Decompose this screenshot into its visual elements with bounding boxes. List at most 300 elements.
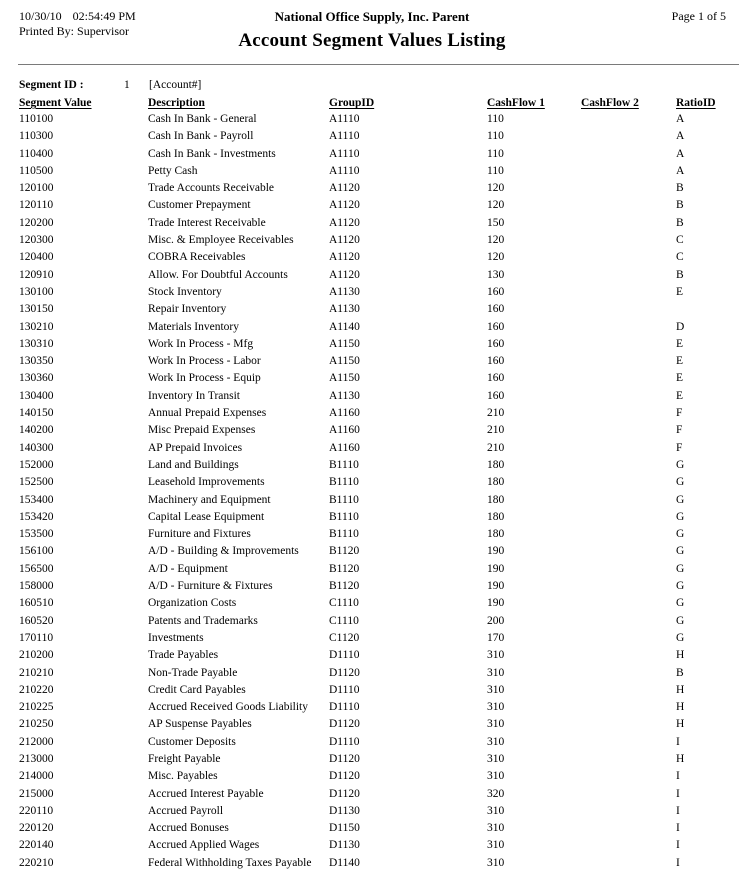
cell-cashflow2: [581, 370, 676, 387]
cell-cashflow2: [581, 440, 676, 457]
cell-ratio-id: H: [676, 701, 685, 714]
cell-description: Materials Inventory: [148, 320, 240, 333]
cell-cashflow2: [581, 353, 676, 370]
table-row: [19, 388, 736, 405]
cell-cashflow1: 310: [487, 856, 505, 869]
cell-cashflow2: [581, 561, 676, 578]
cell-group-id: A1130: [329, 303, 360, 316]
column-header-description: Description: [148, 97, 205, 109]
cell-cashflow1: 310: [487, 752, 505, 765]
cell-cashflow1: 160: [487, 355, 505, 368]
cell-description: Misc Prepaid Expenses: [148, 424, 256, 437]
cell-description: COBRA Receivables: [148, 251, 246, 264]
cell-ratio-id: H: [676, 752, 685, 765]
cell-description: Cash In Bank - General: [148, 113, 257, 125]
table-row: [19, 284, 736, 301]
cell-description: Cash In Bank - Payroll: [148, 130, 254, 143]
cell-ratio-id: B: [676, 268, 684, 281]
cell-cashflow1: 210: [487, 441, 505, 454]
printed-by-label: Printed By:: [19, 24, 75, 38]
cell-group-id: B1110: [329, 493, 359, 506]
cell-ratio-id: G: [676, 476, 685, 489]
cell-cashflow1: 110: [487, 164, 504, 177]
cell-segment-value: 220110: [19, 804, 54, 817]
cell-segment-value: 220120: [19, 822, 54, 835]
cell-cashflow1: 180: [487, 528, 505, 541]
cell-cashflow2: [581, 734, 676, 751]
cell-ratio-id: B: [676, 216, 684, 229]
cell-cashflow1: 180: [487, 510, 505, 523]
cell-cashflow2: [581, 543, 676, 560]
cell-cashflow2: [581, 422, 676, 439]
cell-ratio-id: G: [676, 510, 685, 523]
print-date: 10/30/10: [19, 9, 62, 23]
cell-description: Capital Lease Equipment: [148, 510, 265, 523]
cell-ratio-id: A: [676, 113, 685, 125]
cell-cashflow2: [581, 630, 676, 647]
cell-segment-value: 130400: [19, 389, 54, 402]
report-title: Account Segment Values Listing: [238, 30, 506, 51]
cell-segment-value: 110100: [19, 113, 54, 125]
print-time: 02:54:49 PM: [72, 9, 136, 23]
cell-group-id: D1150: [329, 822, 360, 835]
cell-group-id: B1110: [329, 458, 359, 471]
cell-segment-value: 130150: [19, 303, 54, 316]
cell-cashflow1: 210: [487, 407, 505, 420]
cell-description: Trade Accounts Receivable: [148, 182, 275, 195]
table-row: [19, 440, 736, 457]
cell-description: Work In Process - Mfg: [148, 337, 254, 350]
cell-group-id: B1110: [329, 476, 359, 489]
cell-cashflow2: [581, 284, 676, 301]
cell-segment-value: 210210: [19, 666, 54, 679]
cell-description: Repair Inventory: [148, 303, 227, 316]
cell-group-id: D1120: [329, 718, 360, 731]
cell-group-id: D1110: [329, 701, 360, 714]
table-body: [19, 111, 736, 872]
cell-ratio-id: B: [676, 182, 684, 195]
cell-segment-value: 130350: [19, 355, 54, 368]
column-header-group-id: GroupID: [329, 97, 375, 109]
cell-cashflow1: 310: [487, 683, 505, 696]
cell-cashflow2: [581, 595, 676, 612]
cell-group-id: B1120: [329, 545, 360, 558]
table-row: [19, 526, 736, 543]
segment-values-table: [19, 97, 736, 872]
cell-description: AP Suspense Payables: [148, 718, 252, 731]
cell-description: Leasehold Improvements: [148, 476, 265, 489]
cell-description: Customer Deposits: [148, 735, 236, 748]
cell-cashflow2: [581, 820, 676, 837]
cell-cashflow2: [581, 163, 676, 180]
cell-group-id: A1120: [329, 234, 360, 247]
cell-group-id: D1110: [329, 735, 360, 748]
cell-cashflow1: 160: [487, 320, 505, 333]
cell-description: A/D - Equipment: [148, 562, 228, 575]
cell-group-id: A1130: [329, 285, 360, 298]
cell-ratio-id: E: [676, 285, 684, 298]
table-row: [19, 786, 736, 803]
table-row: [19, 820, 736, 837]
cell-cashflow2: [581, 457, 676, 474]
column-header-ratio-id: RatioID: [676, 97, 716, 109]
cell-ratio-id: A: [676, 147, 685, 160]
cell-ratio-id: F: [676, 424, 683, 437]
cell-cashflow2: [581, 786, 676, 803]
cell-cashflow1: 170: [487, 631, 505, 644]
cell-group-id: A1120: [329, 251, 360, 264]
header-divider: [18, 64, 739, 65]
printed-by-value: Supervisor: [77, 24, 130, 38]
cell-segment-value: 170110: [19, 631, 54, 644]
cell-description: Trade Interest Receivable: [148, 216, 266, 229]
cell-ratio-id: [676, 301, 736, 318]
cell-cashflow2: [581, 301, 676, 318]
cell-segment-value: 210200: [19, 649, 54, 662]
cell-cashflow2: [581, 492, 676, 509]
cell-cashflow1: 110: [487, 130, 504, 143]
cell-segment-value: 153420: [19, 510, 54, 523]
cell-description: Accrued Payroll: [148, 804, 224, 817]
cell-segment-value: 153500: [19, 528, 54, 541]
cell-ratio-id: E: [676, 355, 684, 368]
table-row: [19, 665, 736, 682]
cell-cashflow2: [581, 249, 676, 266]
cell-ratio-id: I: [676, 804, 680, 817]
cell-segment-value: 120300: [19, 234, 54, 247]
cell-cashflow2: [581, 128, 676, 145]
cell-cashflow2: [581, 474, 676, 491]
cell-ratio-id: A: [676, 130, 685, 143]
report-header: [0, 9, 744, 52]
cell-description: AP Prepaid Invoices: [148, 441, 243, 454]
cell-cashflow2: [581, 146, 676, 163]
cell-description: Work In Process - Labor: [148, 355, 261, 368]
cell-cashflow1: 160: [487, 372, 505, 385]
cell-ratio-id: G: [676, 631, 685, 644]
cell-segment-value: 120100: [19, 182, 54, 195]
table-row: [19, 163, 736, 180]
cell-segment-value: 152000: [19, 458, 54, 471]
table-row: [19, 267, 736, 284]
cell-cashflow1: 310: [487, 822, 505, 835]
table-row: [19, 249, 736, 266]
cell-description: Misc. & Employee Receivables: [148, 234, 294, 247]
cell-cashflow1: 120: [487, 182, 505, 195]
table-row: [19, 509, 736, 526]
cell-group-id: A1120: [329, 268, 360, 281]
table-row: [19, 180, 736, 197]
cell-cashflow1: 180: [487, 493, 505, 506]
table-row: [19, 543, 736, 560]
cell-ratio-id: G: [676, 614, 685, 627]
cell-group-id: B1120: [329, 562, 360, 575]
column-header-cashflow2: CashFlow 2: [581, 97, 639, 109]
cell-description: Federal Withholding Taxes Payable: [148, 856, 312, 869]
cell-group-id: B1110: [329, 510, 359, 523]
cell-ratio-id: I: [676, 787, 680, 800]
cell-group-id: B1120: [329, 580, 360, 593]
cell-cashflow1: 190: [487, 545, 505, 558]
table-row: [19, 613, 736, 630]
cell-ratio-id: C: [676, 234, 684, 247]
cell-cashflow1: 110: [487, 113, 504, 125]
cell-description: Petty Cash: [148, 164, 198, 177]
cell-group-id: D1120: [329, 787, 360, 800]
table-row: [19, 751, 736, 768]
cell-description: Allow. For Doubtful Accounts: [148, 268, 288, 281]
cell-segment-value: 140300: [19, 441, 54, 454]
cell-cashflow2: [581, 180, 676, 197]
cell-cashflow2: [581, 647, 676, 664]
cell-cashflow1: 310: [487, 701, 505, 714]
cell-ratio-id: H: [676, 649, 685, 662]
cell-cashflow2: [581, 613, 676, 630]
cell-segment-value: 160520: [19, 614, 54, 627]
cell-cashflow1: 180: [487, 476, 505, 489]
cell-group-id: C1120: [329, 631, 360, 644]
table-row: [19, 215, 736, 232]
cell-cashflow2: [581, 232, 676, 249]
cell-segment-value: 110300: [19, 130, 54, 143]
cell-ratio-id: G: [676, 580, 685, 593]
table-row: [19, 578, 736, 595]
cell-group-id: A1130: [329, 389, 360, 402]
cell-description: A/D - Furniture & Fixtures: [148, 580, 273, 593]
cell-group-id: A1120: [329, 182, 360, 195]
table-row: [19, 630, 736, 647]
cell-ratio-id: G: [676, 493, 685, 506]
table-row: [19, 595, 736, 612]
cell-group-id: A1110: [329, 130, 360, 143]
cell-ratio-id: C: [676, 251, 684, 264]
cell-group-id: A1150: [329, 337, 360, 350]
cell-segment-value: 215000: [19, 787, 54, 800]
table-row: [19, 682, 736, 699]
cell-cashflow1: 310: [487, 770, 505, 783]
cell-segment-value: 130210: [19, 320, 54, 333]
cell-segment-value: 130100: [19, 285, 54, 298]
cell-ratio-id: F: [676, 407, 683, 420]
cell-cashflow1: 160: [487, 389, 505, 402]
cell-ratio-id: G: [676, 562, 685, 575]
table-row: [19, 422, 736, 439]
cell-cashflow2: [581, 751, 676, 768]
table-row: [19, 837, 736, 854]
table-row: [19, 370, 736, 387]
table-row: [19, 855, 736, 872]
table-row: [19, 405, 736, 422]
cell-cashflow2: [581, 682, 676, 699]
table-row: [19, 111, 736, 128]
cell-cashflow1: 310: [487, 839, 505, 852]
cell-ratio-id: G: [676, 545, 685, 558]
segment-id-line: [19, 79, 419, 93]
cell-description: Cash In Bank - Investments: [148, 147, 276, 160]
table-row: [19, 803, 736, 820]
cell-segment-value: 158000: [19, 580, 54, 593]
cell-description: Trade Payables: [148, 649, 219, 662]
cell-description: A/D - Building & Improvements: [148, 545, 299, 558]
cell-ratio-id: B: [676, 199, 684, 212]
cell-cashflow2: [581, 526, 676, 543]
table-row: [19, 768, 736, 785]
cell-cashflow1: 310: [487, 735, 505, 748]
cell-group-id: D1120: [329, 752, 360, 765]
cell-cashflow1: 120: [487, 234, 505, 247]
cell-description: Work In Process - Equip: [148, 372, 261, 385]
segment-id-value: 1: [124, 79, 130, 91]
cell-ratio-id: I: [676, 770, 680, 783]
table-row: [19, 492, 736, 509]
table-row: [19, 232, 736, 249]
cell-ratio-id: E: [676, 372, 684, 385]
cell-cashflow1: 310: [487, 718, 505, 731]
cell-cashflow1: 150: [487, 216, 505, 229]
cell-cashflow1: 180: [487, 458, 505, 471]
table-row: [19, 128, 736, 145]
cell-ratio-id: G: [676, 528, 685, 541]
cell-cashflow1: 190: [487, 580, 505, 593]
cell-description: Stock Inventory: [148, 285, 222, 298]
cell-cashflow1: 120: [487, 199, 505, 212]
cell-ratio-id: D: [676, 320, 685, 333]
cell-description: Furniture and Fixtures: [148, 528, 251, 541]
cell-group-id: C1110: [329, 614, 359, 627]
cell-group-id: D1130: [329, 804, 360, 817]
cell-segment-value: 220210: [19, 856, 54, 869]
cell-segment-value: 210220: [19, 683, 54, 696]
table-row: [19, 319, 736, 336]
cell-segment-value: 153400: [19, 493, 54, 506]
cell-segment-value: 156500: [19, 562, 54, 575]
cell-cashflow2: [581, 803, 676, 820]
cell-cashflow1: 210: [487, 424, 505, 437]
cell-ratio-id: H: [676, 718, 685, 731]
cell-segment-value: 152500: [19, 476, 54, 489]
cell-ratio-id: B: [676, 666, 684, 679]
cell-cashflow2: [581, 405, 676, 422]
cell-segment-value: 156100: [19, 545, 54, 558]
cell-cashflow2: [581, 855, 676, 872]
cell-cashflow1: 120: [487, 251, 505, 264]
table-row: [19, 457, 736, 474]
cell-cashflow1: 160: [487, 303, 505, 316]
cell-group-id: A1140: [329, 320, 360, 333]
cell-ratio-id: A: [676, 164, 685, 177]
cell-cashflow1: 130: [487, 268, 505, 281]
cell-description: Customer Prepayment: [148, 199, 251, 212]
cell-segment-value: 120110: [19, 199, 54, 212]
cell-segment-value: 120910: [19, 268, 54, 281]
cell-cashflow2: [581, 665, 676, 682]
cell-group-id: A1160: [329, 424, 360, 437]
cell-segment-value: 210250: [19, 718, 54, 731]
cell-group-id: D1140: [329, 856, 360, 869]
cell-description: Investments: [148, 631, 204, 644]
cell-segment-value: 130310: [19, 337, 54, 350]
cell-group-id: A1110: [329, 164, 360, 177]
cell-group-id: D1130: [329, 839, 360, 852]
cell-cashflow1: 190: [487, 562, 505, 575]
table-row: [19, 353, 736, 370]
column-header-cashflow1: CashFlow 1: [487, 97, 545, 109]
cell-cashflow1: 200: [487, 614, 505, 627]
cell-group-id: D1110: [329, 683, 360, 696]
cell-description: Patents and Trademarks: [148, 614, 258, 627]
cell-group-id: A1150: [329, 372, 360, 385]
cell-cashflow2: [581, 319, 676, 336]
cell-cashflow1: 320: [487, 787, 505, 800]
cell-description: Accrued Received Goods Liability: [148, 701, 308, 714]
cell-cashflow2: [581, 837, 676, 854]
table-row: [19, 647, 736, 664]
cell-cashflow2: [581, 197, 676, 214]
company-name: National Office Supply, Inc. Parent: [274, 9, 470, 24]
cell-segment-value: 140200: [19, 424, 54, 437]
cell-group-id: A1110: [329, 147, 360, 160]
cell-description: Land and Buildings: [148, 458, 239, 471]
cell-segment-value: 110500: [19, 164, 54, 177]
cell-ratio-id: I: [676, 839, 680, 852]
cell-description: Accrued Bonuses: [148, 822, 229, 835]
cell-cashflow2: [581, 111, 676, 128]
cell-ratio-id: G: [676, 458, 685, 471]
cell-group-id: A1160: [329, 441, 360, 454]
cell-description: Annual Prepaid Expenses: [148, 407, 267, 420]
cell-ratio-id: I: [676, 822, 680, 835]
segment-id-label: Segment ID :: [19, 79, 84, 91]
cell-group-id: B1110: [329, 528, 359, 541]
cell-description: Accrued Applied Wages: [148, 839, 260, 852]
table-row: [19, 197, 736, 214]
cell-cashflow1: 110: [487, 147, 504, 160]
segment-id-name: [Account#]: [149, 79, 202, 91]
cell-segment-value: 220140: [19, 839, 54, 852]
cell-ratio-id: E: [676, 389, 684, 402]
cell-cashflow1: 160: [487, 337, 505, 350]
cell-cashflow1: 310: [487, 649, 505, 662]
cell-group-id: D1120: [329, 666, 360, 679]
cell-segment-value: 120400: [19, 251, 54, 264]
cell-segment-value: 213000: [19, 752, 54, 765]
cell-ratio-id: H: [676, 683, 685, 696]
cell-segment-value: 160510: [19, 597, 54, 610]
column-header-segment-value: Segment Value: [19, 97, 92, 109]
cell-cashflow1: 310: [487, 804, 505, 817]
cell-cashflow1: 310: [487, 666, 505, 679]
cell-group-id: A1110: [329, 113, 360, 125]
table-row: [19, 716, 736, 733]
cell-ratio-id: I: [676, 735, 680, 748]
table-row: [19, 474, 736, 491]
cell-description: Freight Payable: [148, 752, 221, 765]
table-row: [19, 699, 736, 716]
cell-segment-value: 140150: [19, 407, 54, 420]
cell-cashflow2: [581, 267, 676, 284]
cell-cashflow1: 160: [487, 285, 505, 298]
cell-segment-value: 212000: [19, 735, 54, 748]
cell-ratio-id: G: [676, 597, 685, 610]
table-row: [19, 146, 736, 163]
table-header-row: [19, 97, 736, 110]
cell-description: Non-Trade Payable: [148, 666, 238, 679]
cell-group-id: D1120: [329, 770, 360, 783]
cell-group-id: D1110: [329, 649, 360, 662]
cell-group-id: A1150: [329, 355, 360, 368]
cell-ratio-id: E: [676, 337, 684, 350]
cell-segment-value: 214000: [19, 770, 54, 783]
